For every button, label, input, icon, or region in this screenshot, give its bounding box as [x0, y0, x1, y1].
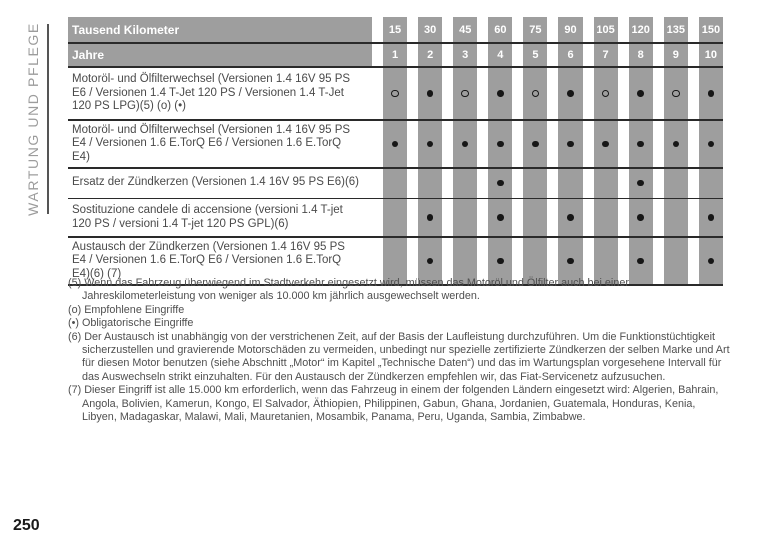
num-column-mark-1-9	[688, 121, 723, 168]
num-column-mark-2-5	[547, 169, 582, 198]
filled-dot-icon	[637, 141, 644, 148]
gray-stripe-cell	[523, 121, 547, 168]
filled-dot-icon	[497, 180, 504, 187]
gray-stripe-cell	[629, 121, 653, 168]
km-value-cell: 105	[594, 17, 618, 42]
gray-stripe-cell	[453, 121, 477, 168]
header-km-label: Tausend Kilometer	[68, 17, 372, 42]
num-column-km-75	[512, 17, 547, 42]
filled-dot-icon	[637, 180, 644, 187]
num-column-mark-0-5	[547, 68, 582, 119]
filled-dot-icon	[532, 141, 539, 148]
num-column-mark-3-7	[618, 199, 653, 236]
num-column-mark-0-3	[477, 68, 512, 119]
num-column-mark-1-4	[512, 121, 547, 168]
filled-dot-icon	[462, 141, 469, 148]
gray-stripe-cell	[418, 199, 442, 236]
num-column-mark-3-6	[583, 199, 618, 236]
gray-stripe-cell	[594, 169, 618, 198]
km-value-cell: 75	[523, 17, 547, 42]
filled-dot-icon	[427, 214, 434, 221]
num-column-km-60	[477, 17, 512, 42]
num-column-mark-0-0	[372, 68, 407, 119]
km-value-cell: 120	[629, 17, 653, 42]
year-value-cell: 10	[699, 44, 723, 66]
gray-stripe-cell	[453, 199, 477, 236]
filled-dot-icon	[673, 141, 680, 148]
num-column-mark-2-0	[372, 169, 407, 198]
num-column-km-150	[688, 17, 723, 42]
gray-stripe-cell	[453, 169, 477, 198]
gray-stripe-cell	[664, 199, 688, 236]
gray-stripe-cell	[418, 68, 442, 119]
gray-stripe-cell	[558, 199, 582, 236]
maintenance-schedule-table	[68, 17, 723, 286]
gray-stripe-cell	[523, 68, 547, 119]
gray-stripe-cell	[594, 121, 618, 168]
table-row	[68, 68, 723, 119]
num-column-mark-1-5	[547, 121, 582, 168]
open-dot-icon	[672, 90, 680, 98]
table-row	[68, 169, 723, 198]
year-value-cell: 5	[523, 44, 547, 66]
num-column-mark-0-2	[442, 68, 477, 119]
num-column-mark-3-0	[372, 199, 407, 236]
filled-dot-icon	[567, 141, 574, 148]
gray-stripe-cell	[558, 121, 582, 168]
gray-stripe-cell	[629, 199, 653, 236]
km-value-cell: 15	[383, 17, 407, 42]
num-column-year-8	[618, 44, 653, 66]
open-dot-icon	[532, 90, 540, 98]
num-column-km-15	[372, 17, 407, 42]
gray-stripe-cell	[594, 68, 618, 119]
gray-stripe-cell	[488, 68, 512, 119]
header-years-label: Jahre	[68, 44, 372, 66]
row-label: Motoröl- und Ölfilterwechsel (Versionen 1.4 16V 95 PS E4 / Versionen 1.6 E.TorQ E6 / Versionen 1.6 E.TorQ E4)	[72, 123, 351, 163]
num-column-mark-3-3	[477, 199, 512, 236]
gray-stripe-cell	[664, 68, 688, 119]
num-column-mark-2-6	[583, 169, 618, 198]
filled-dot-icon	[567, 214, 574, 221]
open-dot-icon	[461, 90, 469, 98]
year-value-cell: 3	[453, 44, 477, 66]
footnote-dot: (•) Obligatorische Eingriffe	[68, 317, 194, 330]
filled-dot-icon	[637, 214, 644, 221]
footnote-7: (7) Dieser Eingriff ist alle 15.000 km erforderlich, wenn das Fahrzeug in einem der folgenden Ländern eingesetzt wird: Algerien, Bahrain, Angola, Bolivien, Kamerun, Kongo, El Salvador, Äthiopien, Philippinen, Gabun, Ghana, Jordanien, Guatemala, Honduras, Kenia, Libyen, Madagaskar, Malawi, Mali, Mauretanien, Mosambik, Panama, Peru, Uganda, Sambia, Zimbabwe.	[68, 384, 719, 424]
filled-dot-icon	[637, 258, 644, 265]
num-column-year-1	[372, 44, 407, 66]
table-row	[68, 121, 723, 168]
num-column-mark-2-2	[442, 169, 477, 198]
gray-stripe-cell	[418, 169, 442, 198]
header-km-cells	[372, 17, 723, 42]
num-column-km-30	[407, 17, 442, 42]
gray-stripe-cell	[664, 169, 688, 198]
header-km-row	[68, 17, 723, 42]
gray-stripe-cell	[523, 169, 547, 198]
num-column-mark-0-8	[653, 68, 688, 119]
num-column-mark-2-8	[653, 169, 688, 198]
num-column-mark-2-3	[477, 169, 512, 198]
num-column-mark-0-1	[407, 68, 442, 119]
filled-dot-icon	[567, 258, 574, 265]
footnote-6: (6) Der Austausch ist unabhängig von der verstrichenen Zeit, auf der Basis der Laufleistung durchzuführen. Um die Funktionstüchtigkeit sicherzustellen und gravierende Motorschäden zu vermeiden, unbedingt nur spezielle zertifizierte Zündkerzen der selben Marke und Art für diesen Motor benutzen (siehe Abschnitt „Motor“ im Kapitel „Technische Daten“) und das im Wartungsplan vorgesehene Intervall für das Auswechseln strikt einzuhalten. Für den Austausch der Zündkerzen empfehlen wir, das Fiat-Servicenetz aufzusuchen.	[68, 330, 730, 383]
filled-dot-icon	[497, 141, 504, 148]
gray-stripe-cell	[488, 169, 512, 198]
num-column-km-120	[618, 17, 653, 42]
num-column-year-9	[653, 44, 688, 66]
num-column-km-105	[583, 17, 618, 42]
filled-dot-icon	[708, 90, 715, 97]
footnotes-block	[68, 277, 730, 424]
year-value-cell: 2	[418, 44, 442, 66]
header-years-cells	[372, 44, 723, 66]
num-column-year-4	[477, 44, 512, 66]
gray-stripe-cell	[699, 68, 723, 119]
filled-dot-icon	[708, 141, 715, 148]
filled-dot-icon	[497, 90, 504, 97]
filled-dot-icon	[637, 90, 644, 97]
num-column-mark-3-4	[512, 199, 547, 236]
km-value-cell: 60	[488, 17, 512, 42]
gray-stripe-cell	[629, 169, 653, 198]
gray-stripe-cell	[383, 68, 407, 119]
num-column-mark-0-7	[618, 68, 653, 119]
year-value-cell: 9	[664, 44, 688, 66]
gray-stripe-cell	[558, 169, 582, 198]
gray-stripe-cell	[558, 68, 582, 119]
gray-stripe-cell	[664, 121, 688, 168]
page-number: 250	[13, 517, 40, 534]
filled-dot-icon	[497, 214, 504, 221]
km-value-cell: 135	[664, 17, 688, 42]
filled-dot-icon	[708, 258, 715, 265]
km-value-cell: 150	[699, 17, 723, 42]
gray-stripe-cell	[383, 169, 407, 198]
num-column-mark-1-6	[583, 121, 618, 168]
num-column-mark-1-2	[442, 121, 477, 168]
num-column-year-6	[547, 44, 582, 66]
num-column-year-3	[442, 44, 477, 66]
num-column-year-7	[583, 44, 618, 66]
num-column-mark-2-1	[407, 169, 442, 198]
num-column-mark-1-7	[618, 121, 653, 168]
filled-dot-icon	[427, 141, 434, 148]
num-column-mark-2-9	[688, 169, 723, 198]
num-column-mark-2-4	[512, 169, 547, 198]
num-column-mark-1-0	[372, 121, 407, 168]
gray-stripe-cell	[594, 199, 618, 236]
num-column-mark-3-9	[688, 199, 723, 236]
num-column-mark-2-7	[618, 169, 653, 198]
row-label: Austausch der Zündkerzen (Versionen 1.4 16V 95 PS E4 / Versionen 1.6 E.TorQ E6 / Versionen 1.6 E.TorQ E4)(6) (7)	[72, 240, 345, 280]
num-column-mark-3-1	[407, 199, 442, 236]
num-column-year-10	[688, 44, 723, 66]
gray-stripe-cell	[629, 68, 653, 119]
num-column-mark-0-4	[512, 68, 547, 119]
year-value-cell: 7	[594, 44, 618, 66]
sidebar-divider-line	[47, 24, 49, 214]
km-value-cell: 30	[418, 17, 442, 42]
filled-dot-icon	[427, 90, 434, 97]
filled-dot-icon	[708, 214, 715, 221]
header-years-row	[68, 44, 723, 66]
row-label: Sostituzione candele di accensione (versioni 1.4 T-jet 120 PS / versioni 1.4 T-jet 120 PS GPL)(6)	[72, 204, 343, 230]
row-label: Motoröl- und Ölfilterwechsel (Versionen 1.4 16V 95 PS E6 / Versionen 1.4 T-Jet 120 PS / Versionen 1.4 T-Jet 120 PS LPG)(5) (o) (•)	[72, 73, 351, 113]
gray-stripe-cell	[699, 121, 723, 168]
gray-stripe-cell	[383, 121, 407, 168]
num-column-mark-1-8	[653, 121, 688, 168]
filled-dot-icon	[392, 141, 399, 148]
num-column-mark-1-3	[477, 121, 512, 168]
table-row	[68, 199, 723, 236]
year-value-cell: 8	[629, 44, 653, 66]
year-value-cell: 4	[488, 44, 512, 66]
num-column-mark-0-6	[583, 68, 618, 119]
num-column-mark-0-9	[688, 68, 723, 119]
num-column-mark-3-2	[442, 199, 477, 236]
year-value-cell: 1	[383, 44, 407, 66]
gray-stripe-cell	[699, 169, 723, 198]
gray-stripe-cell	[453, 68, 477, 119]
filled-dot-icon	[427, 258, 434, 265]
filled-dot-icon	[602, 141, 609, 148]
km-value-cell: 45	[453, 17, 477, 42]
num-column-mark-3-8	[653, 199, 688, 236]
open-dot-icon	[391, 90, 399, 98]
num-column-mark-1-1	[407, 121, 442, 168]
footnote-5: (5) Wenn das Fahrzeug überwiegend im Stadtverkehr eingesetzt wird, müssen das Motoröl und Ölfilter auch bei einer Jahreskilometerleistung von weniger als 10.000 km jährlich ausgewechselt werden.	[68, 277, 629, 303]
year-value-cell: 6	[558, 44, 582, 66]
num-column-km-90	[547, 17, 582, 42]
row-label: Ersatz der Zündkerzen (Versionen 1.4 16V 95 PS E6)(6)	[72, 176, 360, 189]
filled-dot-icon	[567, 90, 574, 97]
gray-stripe-cell	[699, 199, 723, 236]
num-column-year-2	[407, 44, 442, 66]
num-column-year-5	[512, 44, 547, 66]
open-dot-icon	[602, 90, 610, 98]
num-column-km-45	[442, 17, 477, 42]
footnote-o: (o) Empfohlene Eingriffe	[68, 303, 185, 316]
chapter-sidebar-label: WARTUNG UND PFLEGE	[25, 22, 41, 216]
gray-stripe-cell	[418, 121, 442, 168]
table-body	[68, 68, 723, 286]
gray-stripe-cell	[488, 199, 512, 236]
filled-dot-icon	[497, 258, 504, 265]
gray-stripe-cell	[488, 121, 512, 168]
km-value-cell: 90	[558, 17, 582, 42]
num-column-km-135	[653, 17, 688, 42]
gray-stripe-cell	[523, 199, 547, 236]
gray-stripe-cell	[383, 199, 407, 236]
num-column-mark-3-5	[547, 199, 582, 236]
